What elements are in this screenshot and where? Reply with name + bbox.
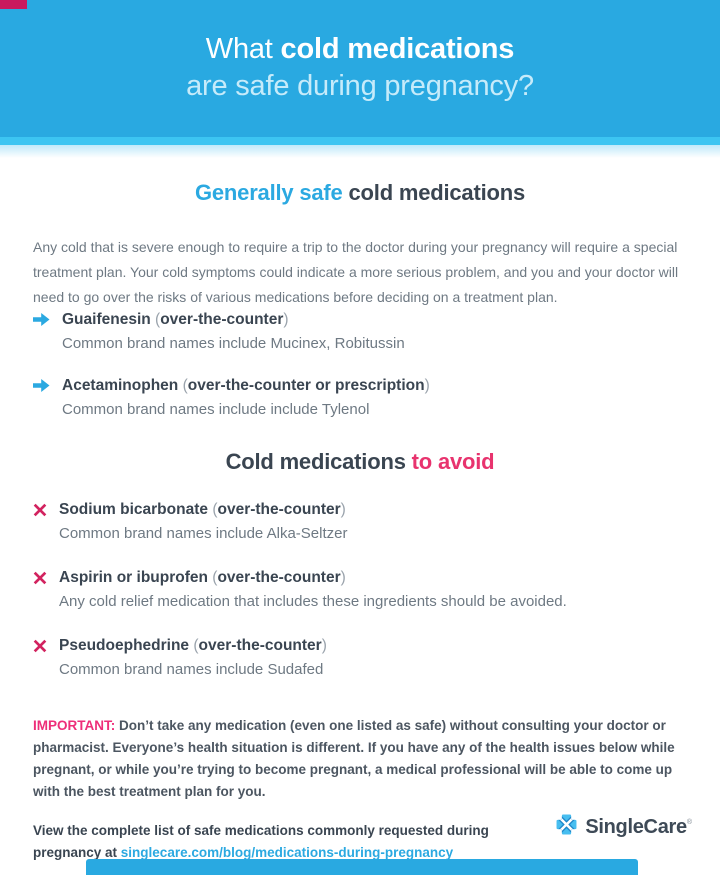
avoid-medication-list bbox=[33, 497, 692, 701]
list-item-text bbox=[59, 565, 567, 614]
important-disclaimer bbox=[33, 715, 695, 803]
medication-name: Aspirin or ibuprofen (over-the-counter) bbox=[59, 569, 346, 586]
blog-link[interactable]: singlecare.com/blog/medications-during-pregnancy bbox=[120, 844, 454, 860]
trademark-symbol: ® bbox=[686, 818, 692, 826]
x-mark-icon bbox=[33, 571, 47, 614]
medication-name: Pseudoephedrine (over-the-counter) bbox=[59, 637, 327, 654]
singlecare-plus-icon bbox=[555, 813, 578, 841]
header-fade bbox=[0, 145, 720, 158]
medication-note: Common brand names include include Tylenol bbox=[62, 401, 370, 418]
x-mark-icon bbox=[33, 503, 47, 546]
list-item bbox=[33, 307, 692, 356]
singlecare-logo bbox=[555, 813, 692, 841]
header-accent-strip bbox=[0, 137, 720, 145]
medication-name: Guaifenesin (over-the-counter) bbox=[62, 311, 289, 328]
safe-medication-list bbox=[33, 307, 692, 439]
header-band bbox=[0, 0, 720, 137]
important-text: Don’t take any medication (even one listed as safe) without consulting your doctor or pharmacist. Everyone’s health situation is different. If you have any of the health issues below while pregnant, or while you’re trying to become pregnant, a medical professional will be able to come up with the best treatment plan for you. bbox=[33, 717, 675, 799]
medication-name: Acetaminophen (over-the-counter or prescription) bbox=[62, 377, 430, 394]
list-item-text bbox=[59, 497, 347, 546]
medication-note: Common brand names include Sudafed bbox=[59, 661, 324, 678]
intro-paragraph: Any cold that is severe enough to require a trip to the doctor during your pregnancy will require a special treatment plan. Your cold symptoms could indicate a more serious problem, and you and your doctor will need to go over the risks of various medications before deciding on a treatment plan. bbox=[33, 239, 679, 305]
safe-section-heading: Generally safe cold medications bbox=[194, 180, 526, 205]
arrow-right-icon bbox=[33, 312, 50, 356]
list-item-text bbox=[59, 633, 327, 682]
medication-note: Common brand names include Mucinex, Robitussin bbox=[62, 335, 405, 352]
medication-note: Common brand names include Alka-Seltzer bbox=[59, 525, 348, 542]
medication-name: Sodium bicarbonate (over-the-counter) bbox=[59, 501, 346, 518]
avoid-section-heading: Cold medications to avoid bbox=[225, 449, 495, 474]
medication-note: Any cold relief medication that includes these ingredients should be avoided. bbox=[59, 593, 567, 610]
corner-accent bbox=[0, 0, 27, 9]
list-item-text bbox=[62, 373, 430, 422]
x-mark-icon bbox=[33, 639, 47, 682]
footer-note: View the complete list of safe medications commonly requested during pregnancy at singlecare.com/blog/medications-during-pregnancy bbox=[33, 822, 489, 860]
bottom-accent-bar bbox=[86, 859, 638, 875]
header-title-line2: are safe during pregnancy? bbox=[186, 70, 534, 102]
important-label: IMPORTANT: bbox=[33, 717, 116, 733]
header-title-line1: What cold medications bbox=[205, 33, 515, 65]
list-item-text bbox=[62, 307, 405, 356]
brand-name: SingleCare® bbox=[585, 815, 692, 838]
arrow-right-icon bbox=[33, 378, 50, 422]
list-item bbox=[33, 373, 692, 422]
list-item bbox=[33, 633, 692, 682]
list-item bbox=[33, 565, 692, 614]
list-item bbox=[33, 497, 692, 546]
